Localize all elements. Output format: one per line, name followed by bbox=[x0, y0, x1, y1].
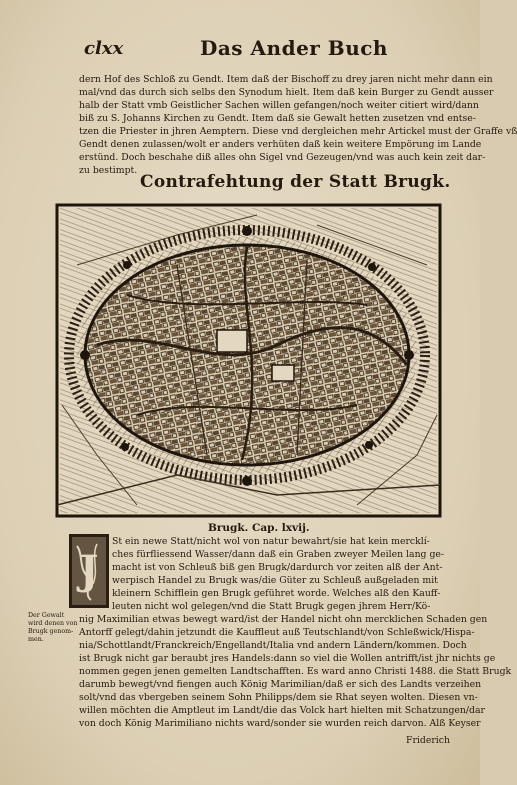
text-line: willen möchten die Amptleut im Landt/die das Volck hart hielten mit Schatzungen/dar bbox=[79, 705, 485, 716]
text-line: biß zu S. Johanns Kirchen zu Gendt. Item daß sie Gewalt hetten zusetzen vnd entse- bbox=[79, 113, 476, 124]
margin-note bbox=[28, 612, 76, 644]
text-line: mal/vnd das durch sich selbs den Synodum hielt. Item daß kein Burger zu Gendt ausser bbox=[79, 87, 494, 98]
text-line: nig Maximilian etwas bewegt ward/ist der Handel nicht ohn mercklichen Schaden gen bbox=[79, 614, 488, 625]
text-line: ist Brugk nicht gar beraubt jres Handels:dann so viel die Wollen antrifft/ist jhr nichts ge bbox=[79, 653, 496, 664]
chapter-caption: Brugk. Cap. lxvij. bbox=[208, 522, 310, 534]
text-line: zu bestimpt. bbox=[79, 165, 138, 176]
text-line: kleinern Schifflein gen Brugk geführet worde. Welches alß den Kauff- bbox=[112, 588, 441, 599]
text-line: tzen die Priester in jhren Aemptern. Diese vnd dergleichen mehr Artickel must der Graffe vß bbox=[79, 126, 517, 137]
text-line: werpisch Handel zu Brugk was/die Güter zu Schleuß außgeladen mit bbox=[112, 575, 438, 586]
margin-note-line: men. bbox=[28, 636, 44, 643]
map-title: Contrafehtung der Statt Brugk. bbox=[140, 172, 451, 192]
text-line: Antorff gelegt/dahin jetzundt die Kauffleut auß Teutschlandt/von Schleßwick/Hispa- bbox=[79, 627, 475, 638]
margin-note-line: wird denen von bbox=[28, 620, 78, 627]
text-line: leuten nicht wol gelegen/vnd die Statt Brugk gegen jhrem Herr/Kö- bbox=[112, 601, 431, 612]
text-line: dern Hof des Schloß zu Gendt. Item daß der Bischoff zu drey jaren nicht mehr dann ein bbox=[79, 74, 493, 85]
text-line: ches fürfliessend Wasser/dann daß ein Graben zweyer Meilen lang ge- bbox=[112, 549, 445, 560]
folio-number: clxx bbox=[84, 38, 124, 59]
bruges-city-map bbox=[57, 205, 440, 516]
chapter-text bbox=[79, 535, 512, 730]
text-line: halb der Statt vmb Geistlicher Sachen willen gefangen/noch weiter citiert wird/dann bbox=[79, 100, 479, 111]
running-head: Das Ander Buch bbox=[200, 36, 388, 60]
text-line: von doch König Marimiliano nichts ward/sonder sie wurden reich darvon. Alß Keyser bbox=[79, 718, 481, 729]
margin-note-line: Brugk genom- bbox=[28, 628, 74, 635]
text-line: darumb bewegt/vnd fiengen auch König Marimilian/daß er sich des Landts verzeihen bbox=[79, 679, 482, 690]
text-line: Gendt denen zulassen/wolt er anders verhüten daß kein weitere Empörung im Lande bbox=[79, 139, 482, 150]
text-line: macht ist von Schleuß biß gen Brugk/dardurch vor zeiten alß der Ant- bbox=[112, 562, 443, 573]
text-line: St ein newe Statt/nicht wol von natur bewahrt/sie hat kein mercklí- bbox=[112, 536, 430, 547]
text-line: solt/vnd das vbergeben seinem Sohn Philipps/dem sie Rhat seyen wolten. Diesen vn- bbox=[79, 692, 478, 703]
margin-note-line: Der Gewalt bbox=[28, 612, 65, 619]
dropcap-letter: J bbox=[79, 547, 99, 594]
text-line: nia/Schottlandt/Franckreich/Engellandt/Italia vnd andern Ländern/kommen. Doch bbox=[79, 640, 467, 651]
text-line: nommen gegen jenen gemelten Landtschafften. Es ward anno Christi 1488. die Statt Brugk bbox=[79, 666, 512, 677]
woodcut-initial bbox=[69, 534, 109, 608]
text-line: erstünd. Doch beschahe diß alles ohn Sigel vnd Gezeugen/vnd was auch kein zeit dar- bbox=[79, 152, 486, 163]
catchword: Friderich bbox=[406, 735, 450, 746]
top-paragraph bbox=[79, 73, 517, 177]
